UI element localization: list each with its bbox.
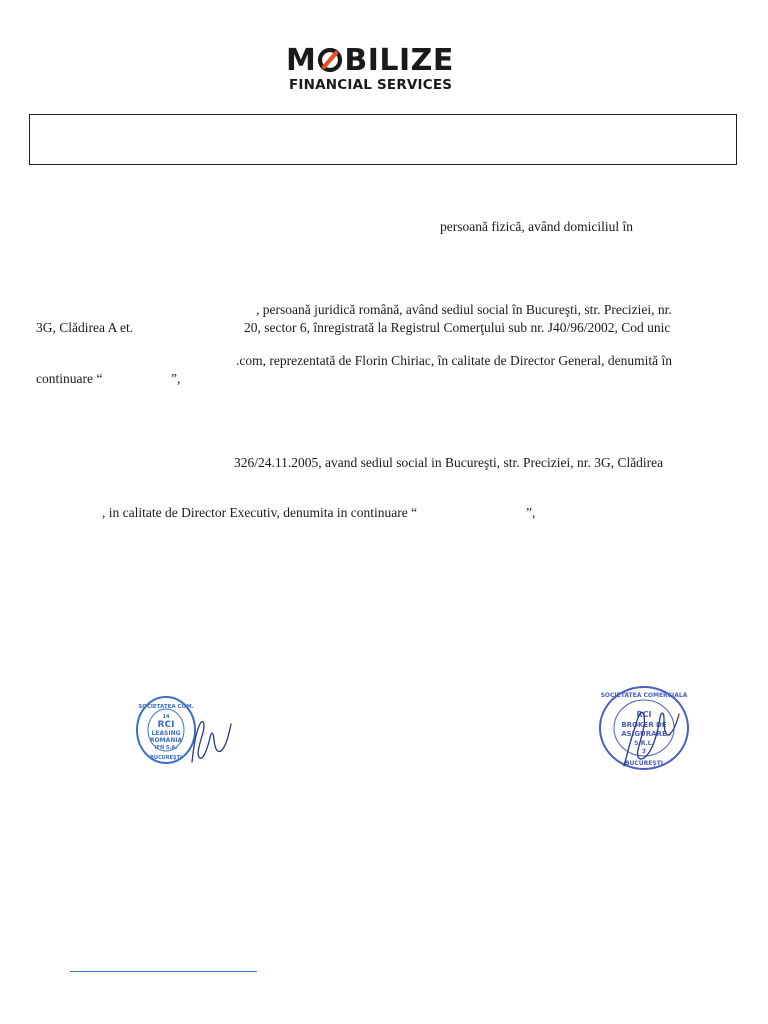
logo-letter-m: M [286,42,317,78]
text-line-5: .com, reprezentată de Florin Chiriac, în calitate de Director General, denumită în [236,353,672,368]
svg-text:IFN S.A.: IFN S.A. [154,745,178,751]
hyperlink-underline[interactable] [70,971,257,972]
svg-text:BROKER DE: BROKER DE [621,721,667,729]
logo-letters-rest: BILIZE [344,42,454,78]
text-line-6: continuare “ [36,371,103,386]
svg-text:SOCIETATEA COMERCIALA: SOCIETATEA COMERCIALA [600,692,688,699]
svg-text:SOCIETATEA COM.: SOCIETATEA COM. [138,704,194,710]
svg-text:BUCUREŞTI: BUCUREŞTI [150,755,182,761]
svg-text:ASIGURARE: ASIGURARE [621,730,667,738]
stamp-rci-leasing [134,694,236,770]
svg-text:S.R.L.: S.R.L. [634,740,654,747]
text-line-2: , persoană juridică română, având sediul social în Bucureşti, str. Preciziei, nr. [256,302,672,317]
stamp-text [138,704,194,761]
company-logo [286,44,486,96]
svg-text:BUCUREŞTI: BUCUREŞTI [624,760,664,767]
svg-text:3: 3 [641,748,647,755]
text-line-7: ”, [171,371,181,386]
svg-text:RCI: RCI [157,720,175,730]
text-line-8: 326/24.11.2005, avand sediul social in Bucureşti, str. Preciziei, nr. 3G, Clădirea [234,455,664,470]
logo-o-icon [317,47,343,73]
stamp-rci-broker [594,684,694,774]
svg-text:RCI: RCI [636,710,652,719]
signature-left [192,722,231,762]
svg-text:ROMANIA: ROMANIA [149,737,183,744]
text-line-4: 20, sector 6, înregistrată la Registrul Comerţului sub nr. J40/96/2002, Cod unic [244,320,671,335]
text-line-9: , in calitate de Director Executiv, denumita in continuare “ [102,505,418,520]
svg-text:LEASING: LEASING [151,730,181,737]
title-box [29,114,737,165]
text-line-1: persoană fizică, având domiciliul în [440,219,634,234]
logo-wordmark [286,44,454,76]
text-line-3: 3G, Clădirea A et. [36,320,134,335]
logo-subtitle: FINANCIAL SERVICES [289,77,453,93]
svg-text:14: 14 [162,714,170,720]
text-line-10: ”, [526,505,536,520]
